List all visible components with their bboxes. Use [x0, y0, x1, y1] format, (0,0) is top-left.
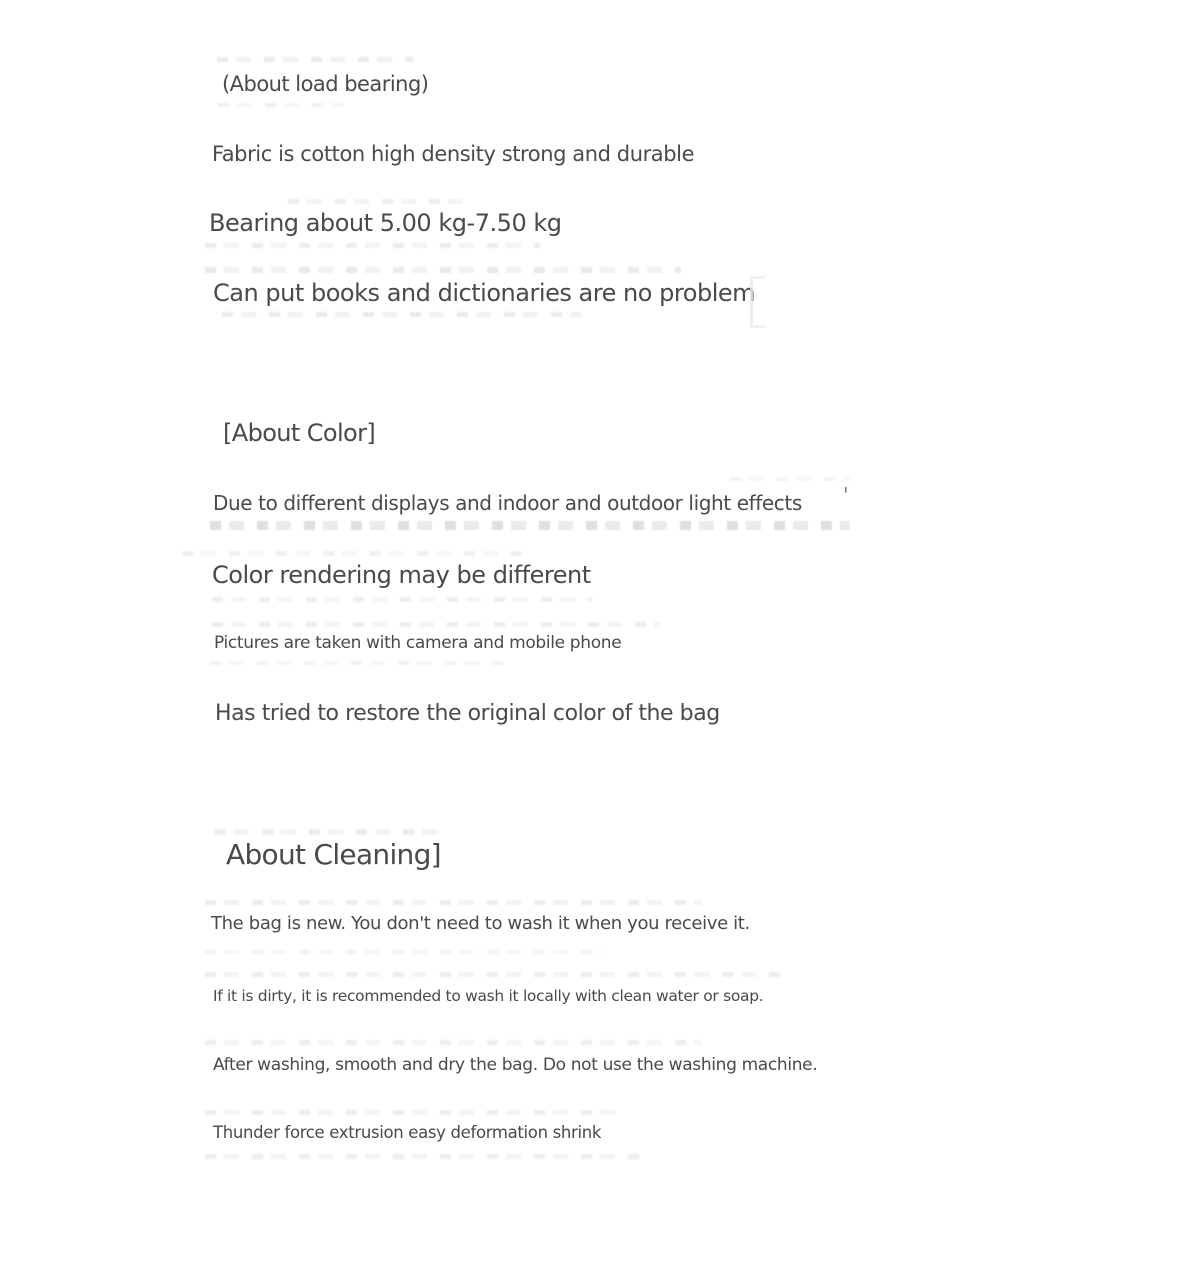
cleaning-line-new: The bag is new. You don't need to wash it when you receive it. [211, 913, 750, 934]
ghost-text-row [205, 950, 601, 954]
ghost-text-row [205, 972, 781, 977]
color-line-rendering: Color rendering may be different [212, 561, 591, 589]
color-line-restore: Has tried to restore the original color of the bag [215, 701, 720, 726]
ghost-text-row [288, 199, 464, 204]
ghost-text-row [205, 267, 681, 273]
ghost-text-row [222, 312, 582, 317]
ghost-text-row [212, 597, 592, 602]
ghost-text-row [218, 103, 344, 107]
ghost-text-row [217, 57, 413, 62]
ghost-text-row [205, 1110, 621, 1115]
section-title-color: [About Color] [223, 419, 376, 447]
load-bearing-line-fabric: Fabric is cotton high density strong and durable [212, 142, 695, 166]
section-title-load-bearing: (About load bearing) [222, 72, 429, 96]
ghost-text-row [212, 622, 660, 627]
ghost-text-row [730, 477, 850, 481]
cleaning-line-extrusion: Thunder force extrusion easy deformation shrink [213, 1123, 602, 1142]
cleaning-line-washing: After washing, smooth and dry the bag. Do not use the washing machine. [213, 1055, 818, 1075]
ghost-text-row [205, 900, 701, 905]
stray-apostrophe-mark: ' [843, 483, 849, 507]
ghost-text-row [210, 521, 850, 530]
load-bearing-line-capacity: Bearing about 5.00 kg-7.50 kg [209, 209, 562, 237]
ghost-text-row [215, 829, 447, 835]
ghost-text-row [182, 551, 522, 556]
section-title-cleaning: About Cleaning] [226, 838, 441, 871]
ghost-text-row [205, 1154, 641, 1159]
color-line-pictures: Pictures are taken with camera and mobile phone [214, 633, 622, 653]
load-bearing-line-books: Can put books and dictionaries are no problem [213, 279, 756, 307]
ghost-text-row [205, 1040, 701, 1045]
ghost-text-row [205, 243, 540, 248]
ghost-text-row [210, 661, 510, 665]
color-line-displays: Due to different displays and indoor and outdoor light effects [213, 491, 802, 515]
ghost-bracket-artifact [750, 276, 765, 328]
cleaning-line-dirty: If it is dirty, it is recommended to wash it locally with clean water or soap. [213, 987, 764, 1005]
